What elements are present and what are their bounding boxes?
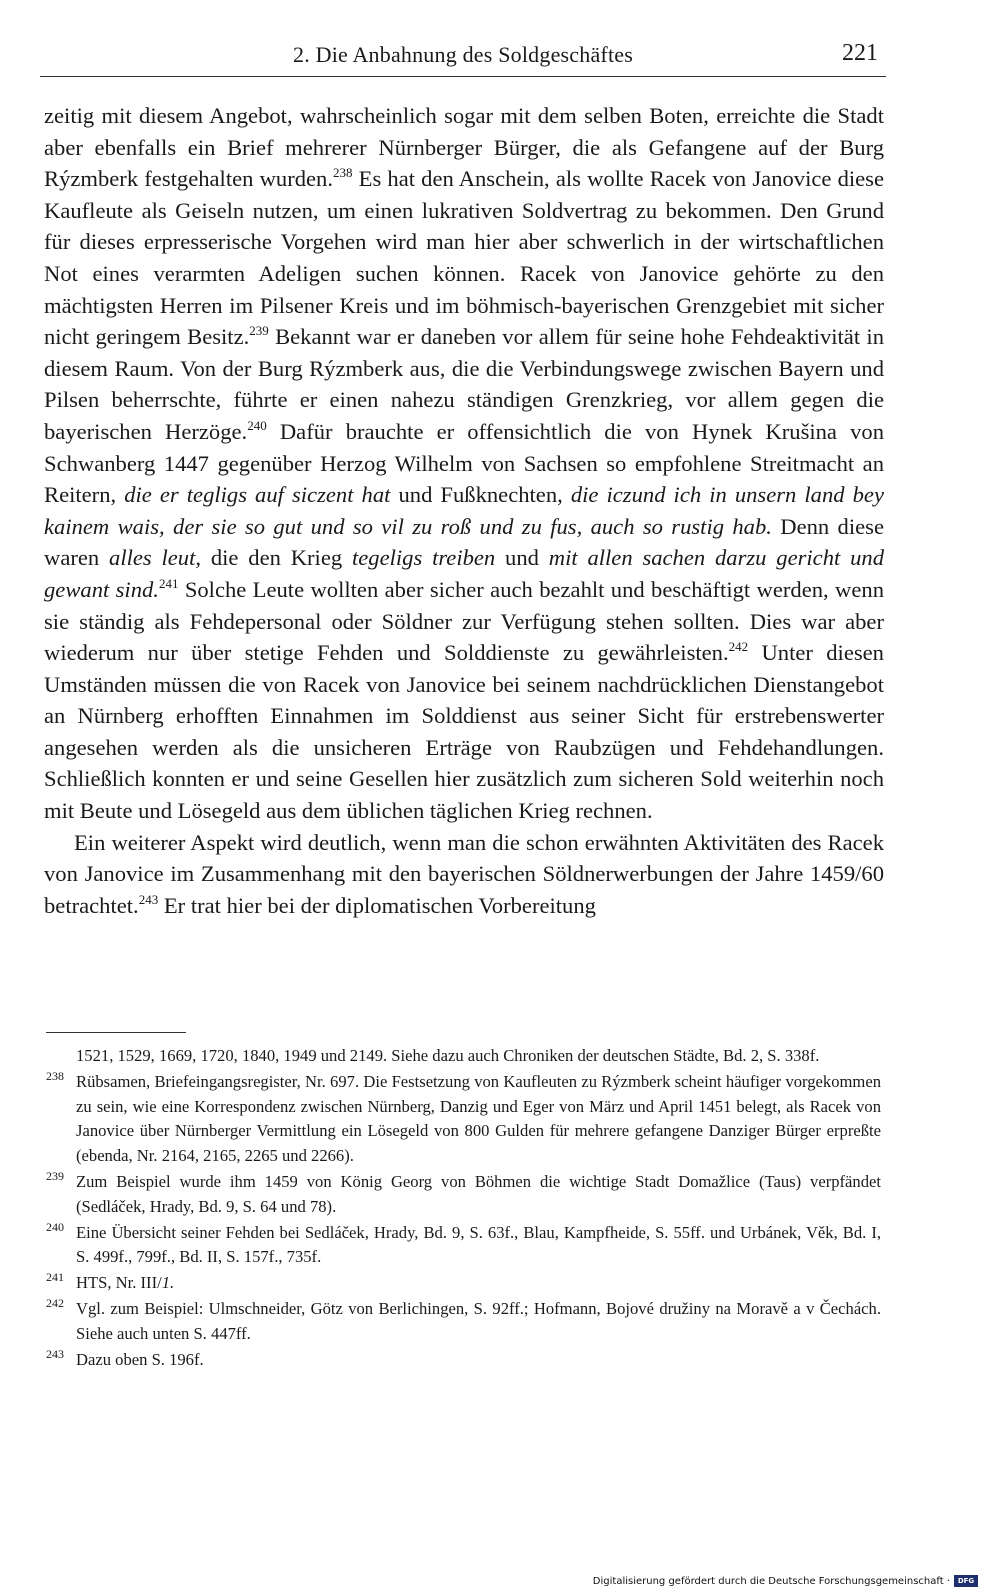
italic-text: tegeligs treiben [351,545,496,571]
text-run: Dazu oben S. 196f. [76,1350,204,1370]
italic-text: die er tegligs auf siczent hat [124,482,391,508]
text-run: Zum Beispiel wurde ihm 1459 von König Georg von Böhmen die wichtige Stadt Domažlice (Taus) verpfändet (Sedláček, Hrady, Bd. 9, S. 64 und 78). [76,1171,881,1216]
text-run: Ein weiterer Aspekt wird deutlich, wenn man die schon erwähnten Aktivitäten des Racek von Janovice im Zusammenhang mit den bayerischen Söldnerwerbungen der Jahre 1459/60 betrachtet. [44,829,884,918]
italic-text: 1. [161,1273,175,1293]
footnote-number: 238 [46,1069,64,1084]
footnote-number: 240 [46,1219,64,1234]
footnote-number: 241 [46,1270,64,1285]
text-run: Rübsamen, Briefeingangsregister, Nr. 697. Die Festsetzung von Kaufleuten zu Rýzmberk scheint häufiger vorgekommen zu sein, wie eine Korrespondenz zwischen Nürnberg, Danzig und Eger von März und April 1451 belegt, als Racek von Janovice über Nürnberger Vermittlung ein Lösegeld von 800 Gulden für mehrere gefangene Danziger Bürger erpreßte (ebenda, Nr. 2164, 2165, 2265 und 2266). [76,1072,881,1165]
running-header [40,40,886,77]
paragraph-2 [44,827,884,922]
text-run: Dafür brauchte er offensichtlich die von Hynek Krušina von Schwanberg 1447 gegenüber Herzog Wilhelm von Sachsen so empfohlene Streitmacht an Reitern, [44,418,884,508]
footnote-ref: 238 [333,165,353,181]
footnote-ref: 239 [249,323,269,339]
footnote-ref: 240 [247,417,267,433]
italic-text: alles leut, [109,545,202,571]
text-run: zeitig mit diesem Angebot, wahrscheinlich sogar mit dem selben Boten, erreichte die Stadt aber ebenfalls ein Brief mehrerer Nürnberger Bürger, die als Gefangene auf der Burg Rýzmberk festgehalten wurden. [44,103,884,192]
text-run: Solche Leute wollten aber sicher auch bezahlt und beschäftigt werden, wenn sie ständig als Fehdepersonal oder Söldner zur Verfügung stehen sollten. Dies war aber wiederum nur über stetige Fehden und Solddienste zu gewährleisten. [44,576,884,666]
running-title: 2. Die Anbahnung des Soldgeschäftes [293,42,633,67]
text-run: Es hat den Anschein, als wollte Racek von Janovice diese Kaufleute als Geiseln nutzen, um einen lukrativen Soldvertrag zu bekommen. Den Grund für dieses erpresserische Vorgehen wird man hier aber schwerlich in der wirtschaftlichen Not eines verarmten Adeligen suchen können. Racek von Janovice gehörte zu den mächtigsten Herren im Pilsener Kreis und im böhmisch-bayerischen Grenzgebiet mit sicher nicht geringem Besitz. [44,166,884,350]
footnote-number: 239 [46,1168,64,1183]
footnote-ref: 243 [138,891,159,907]
footnote-separator [46,1032,186,1033]
footnote-number: 243 [46,1347,64,1362]
footnote [46,1044,881,1069]
footnote [46,1221,881,1270]
main-text [44,100,884,921]
text-run: Denn diese waren [44,513,884,571]
page-number: 221 [842,40,878,66]
text-run: und Fußknechten, [390,482,571,508]
paragraph-1 [44,100,884,827]
footnote-ref: 242 [728,639,749,655]
text-run: die den Krieg [201,545,352,571]
digitization-credit: Digitalisierung gefördert durch die Deutsche Forschungsgemeinschaft · [592,1575,950,1587]
text-run: Eine Übersicht seiner Fehden bei Sedláček, Hrady, Bd. 9, S. 63f., Blau, Kampfheide, S. 55ff. und Urbánek, Věk, Bd. I, S. 499f., 799f., Bd. II, S. 157f., 735f. [76,1222,881,1267]
text-run: 1521, 1529, 1669, 1720, 1840, 1949 und 2149. Siehe dazu auch Chroniken der deutschen Städte, Bd. 2, S. 338f. [76,1046,820,1065]
footnote [46,1070,881,1168]
text-run: Unter diesen Umständen müssen die von Racek von Janovice bei seinem nachdrücklichen Dienstangebot an Nürnberg erhofften Einnahmen im Solddienst aus seiner Sicht für erstrebenswerter angesehen werden als die unsicheren Erträge von Raubzügen und Fehdehandlungen. Schließlich konnten er und seine Gesellen hier zusätzlich zum sicheren Sold weiterhin noch mit Beute und Lösegeld aus dem üblichen täglichen Krieg rechnen. [44,640,884,824]
text-run: HTS, Nr. III/ [76,1273,162,1293]
text-run: Er trat hier bei der diplomatischen Vorbereitung [158,892,596,918]
italic-text: mit allen sachen darzu gericht und gewant sind. [44,545,884,602]
footnote [46,1271,881,1296]
page-footer [593,1575,978,1587]
footnote [46,1297,881,1346]
text-run: Vgl. zum Beispiel: Ulmschneider, Götz von Berlichingen, S. 92ff.; Hofmann, Bojové družiny na Moravě a v Čechách. Siehe auch unten S. 447ff. [76,1299,881,1344]
italic-text: die iczund ich in unsern land bey kainem wais, der sie so gut und so vil zu roß und zu fus, auch so rustig hab. [44,482,884,539]
footnote-number: 242 [46,1296,64,1311]
footnote [46,1170,881,1219]
footnote [46,1348,881,1373]
dfg-logo: DFG [954,1575,978,1587]
footnotes [46,1044,881,1374]
text-run: Bekannt war er daneben vor allem für seine hohe Fehdeaktivität in diesem Raum. Von der Burg Rýzmberk aus, die die Verbindungswege zwischen Bayern und Pilsen beherrschte, führte er einen nahezu ständigen Grenzkrieg, vor allem gegen die bayerischen Herzöge. [44,324,884,444]
text-run: und [495,545,549,571]
footnote-ref: 241 [158,575,179,591]
